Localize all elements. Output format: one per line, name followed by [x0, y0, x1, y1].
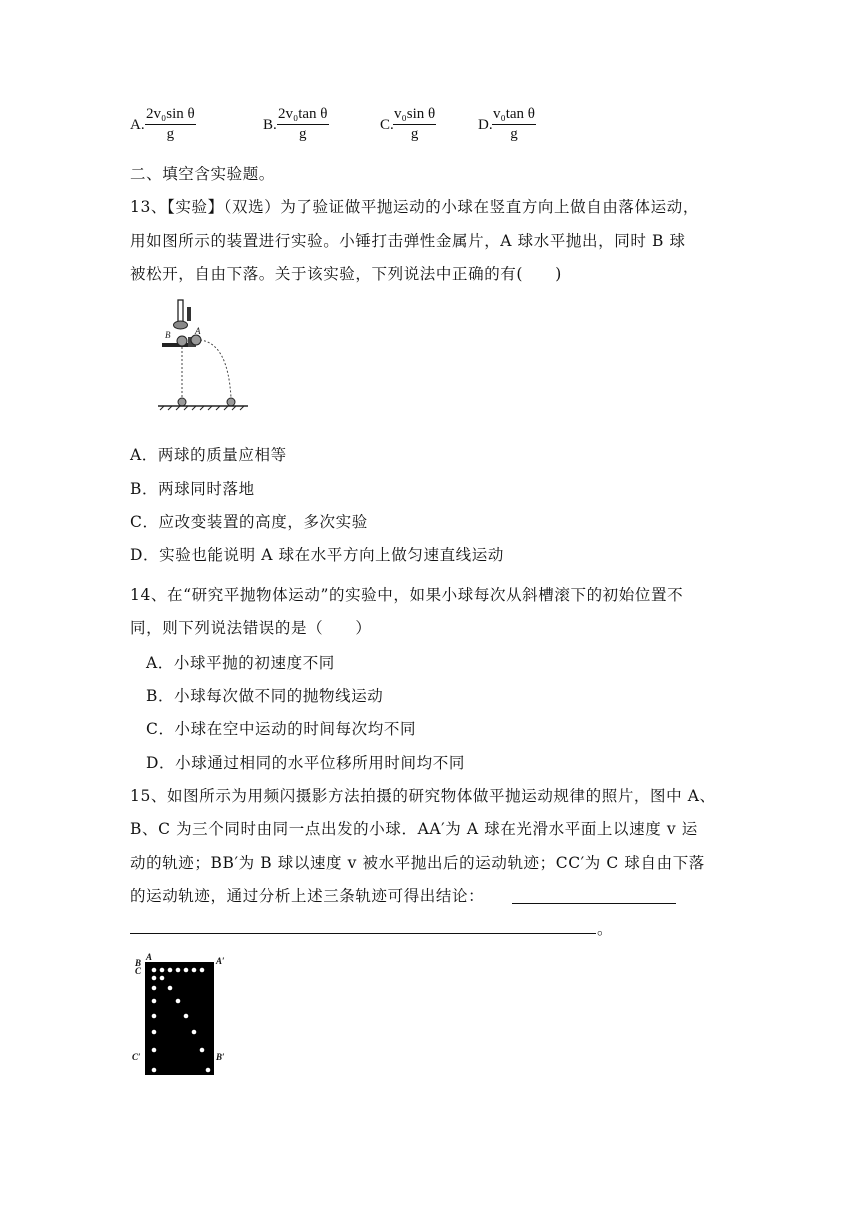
q12-option-a-fraction: [145, 106, 196, 143]
q12-option-c-numerator: v₀sin θ: [393, 106, 436, 125]
q13-option-c: C．应改变装置的高度，多次实验: [130, 513, 368, 531]
q12-option-b-denominator: g: [299, 126, 307, 142]
q14-option-c: C．小球在空中运动的时间每次均不同: [146, 720, 417, 738]
q14-option-b: B．小球每次做不同的抛物线运动: [146, 687, 384, 705]
q12-option-a-label: A.: [130, 117, 145, 133]
ball-b-landed: [178, 398, 186, 406]
q13-text-line-1: 13、【实验】（双选）为了验证做平抛运动的小球在竖直方向上做自由落体运动，: [130, 198, 699, 216]
figure-label-b: B: [165, 330, 171, 340]
section-title: 二、填空含实验题。: [130, 165, 275, 183]
q12-option-d-label: D.: [478, 117, 493, 133]
label-a: A: [146, 952, 153, 962]
label-c: C: [135, 966, 142, 976]
q14-option-d: D．小球通过相同的水平位移所用时间均不同: [146, 754, 465, 772]
q12-option-a-numerator: 2v₀sin θ: [145, 106, 196, 125]
q12-option-c-fraction: [393, 106, 436, 143]
figure-label-a: A: [195, 326, 201, 336]
label-b-prime: B′: [216, 1052, 225, 1062]
q12-option-a-denominator: g: [166, 126, 175, 142]
q13-option-b: B．两球同时落地: [130, 480, 255, 498]
q12-option-c-denominator: g: [410, 126, 419, 142]
q12-option-b-numerator: 2v₀tan θ: [277, 106, 329, 125]
ball-b: [177, 336, 187, 346]
q13-apparatus-figure: [150, 295, 260, 415]
q15-text-line-1: 15、如图所示为用频闪摄影方法拍摄的研究物体做平抛运动规律的照片，图中 A、: [130, 787, 716, 805]
q12-option-b-fraction: [277, 106, 329, 143]
q12-option-d-numerator: v₀tan θ: [492, 106, 536, 125]
q15-end-mark: 。: [597, 920, 614, 938]
q15-stroboscopic-photo: [130, 950, 240, 1080]
q13-option-d: D．实验也能说明 A 球在水平方向上做匀速直线运动: [130, 546, 504, 564]
label-b: B: [135, 958, 142, 968]
label-a-prime: A′: [216, 956, 225, 966]
q12-option-d-denominator: g: [510, 126, 518, 142]
q13-text-line-2: 用如图所示的装置进行实验。小锤打击弹性金属片，A 球水平抛出，同时 B 球: [130, 232, 686, 250]
q12-option-d-fraction: [492, 106, 536, 143]
label-c-prime: C′: [132, 1052, 141, 1062]
q14-text-line-2: 同，则下列说法错误的是（ ）: [130, 619, 372, 637]
q14-text-line-1: 14、在“研究平抛物体运动”的实验中，如果小球每次从斜槽滚下的初始位置不: [130, 586, 684, 604]
q15-answer-blank-2[interactable]: [130, 933, 596, 934]
q15-answer-blank-1[interactable]: [512, 903, 676, 904]
q12-option-b-label: B.: [263, 117, 277, 133]
ball-a: [191, 335, 201, 345]
q12-option-c-label: C.: [380, 117, 394, 133]
q13-option-a: A．两球的质量应相等: [130, 446, 287, 464]
q13-text-line-3: 被松开，自由下落。关于该实验，下列说法中正确的有( ): [130, 265, 562, 283]
hammer-head: [187, 307, 191, 321]
q14-option-a: A．小球平抛的初速度不同: [146, 654, 335, 672]
q15-text-line-4: 的运动轨迹，通过分析上述三条轨迹可得出结论：: [130, 887, 485, 905]
hammer-knob: [174, 321, 188, 329]
ball-a-path: [200, 340, 231, 398]
ball-a-landed: [227, 398, 235, 406]
q15-text-line-2: B、C 为三个同时由同一点出发的小球．AA′为 A 球在光滑水平面上以速度 v 运: [130, 820, 698, 838]
q15-text-line-3: 动的轨迹；BB′为 B 球以速度 v 被水平抛出后的运动轨迹；CC′为 C 球自由下落: [130, 854, 705, 872]
